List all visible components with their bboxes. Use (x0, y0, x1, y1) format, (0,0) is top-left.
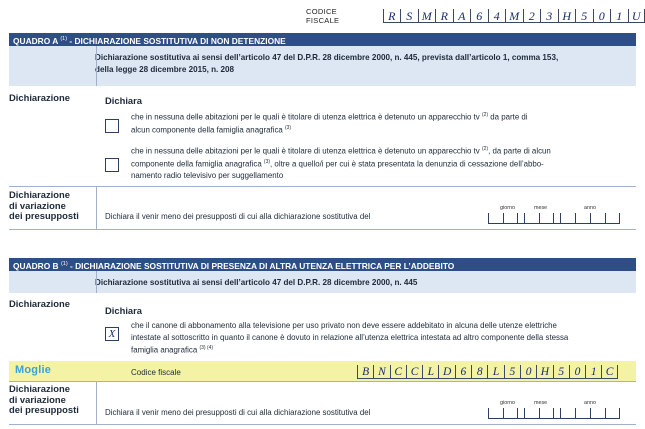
divider (9, 229, 636, 230)
quadro-b-title: QUADRO B (13, 260, 59, 271)
divider (9, 186, 636, 187)
cf-char-box[interactable]: S (400, 9, 418, 23)
note: (3) (4) (199, 345, 214, 352)
cf-char-box[interactable]: 6 (455, 365, 471, 379)
divider (9, 381, 636, 382)
option2-a-line3: namento radio televisivo per suggellamento (131, 171, 284, 181)
cf-char-box[interactable]: L (487, 365, 503, 379)
option1-a-line1b: da parte di (488, 112, 528, 122)
divider (96, 381, 97, 424)
option1-a-line2: alcun componente della famiglia anagrafica (131, 125, 283, 135)
divider (96, 46, 97, 86)
date-cell[interactable] (590, 213, 605, 224)
note: (2) (481, 112, 489, 118)
cf-char-box[interactable]: R (383, 9, 401, 23)
cf-char-box[interactable]: 5 (504, 365, 520, 379)
date-cell[interactable] (488, 408, 503, 419)
date-cell[interactable] (488, 213, 503, 224)
label-dichiarazione-a: Dichiarazione (9, 92, 70, 103)
date-mese-label: mese (534, 205, 548, 211)
cf-char-box[interactable]: 0 (593, 9, 611, 23)
quadro-b-header (9, 258, 636, 271)
checkbox-option1-a[interactable] (105, 119, 119, 133)
quadro-b-note: (1) (60, 261, 68, 267)
cf-boxes[interactable] (357, 365, 618, 379)
quadro-a-header (9, 33, 636, 46)
quadro-a-intro (95, 52, 558, 75)
cf-char-box[interactable]: 8 (471, 365, 487, 379)
quadro-a-intro-line2: della legge 28 dicembre 2015, n. 208 (95, 64, 235, 74)
cf-char-box[interactable]: C (390, 365, 406, 379)
date-cell[interactable] (605, 213, 620, 224)
annotation-moglie: Moglie (15, 364, 52, 376)
note: (3) (284, 125, 292, 132)
option1-a-line1: che in nessuna delle abitazioni per le quali è titolare di utenza elettrica è detenuto un apparecchio tv (131, 112, 480, 122)
divider (96, 186, 97, 229)
date-anno-label: anno (584, 205, 596, 211)
date-cell[interactable] (503, 408, 518, 419)
header-codice-fiscale (306, 7, 645, 25)
date-cell[interactable] (539, 213, 554, 224)
cf-char-box[interactable]: U (628, 9, 645, 23)
cf-char-box[interactable]: N (373, 365, 389, 379)
date-mese-label: mese (534, 400, 548, 406)
cf-char-box[interactable]: 6 (470, 9, 488, 23)
date-cells[interactable] (488, 408, 620, 419)
dichiara-b: Dichiara (105, 305, 142, 316)
cf-char-box[interactable]: 5 (575, 9, 593, 23)
date-cell[interactable] (560, 213, 575, 224)
date-cell[interactable] (503, 213, 518, 224)
cf-char-box[interactable]: C (601, 365, 617, 379)
date-giorno-label: giorno (500, 400, 515, 406)
cf-char-box[interactable]: 0 (520, 365, 536, 379)
cf-char-box[interactable]: H (558, 9, 576, 23)
date-anno-label: anno (584, 400, 596, 406)
cf-char-box[interactable]: D (438, 365, 454, 379)
date-cell[interactable] (575, 408, 590, 419)
option-b-text (131, 320, 568, 356)
cf-char-box[interactable]: 3 (540, 9, 558, 23)
label-variazione-b (9, 384, 96, 416)
label-dichiarazione-b: Dichiarazione (9, 298, 70, 309)
date-cells[interactable] (488, 213, 620, 224)
label-line: Dichiarazione (9, 189, 70, 200)
codice-fiscale-field-b[interactable] (357, 365, 618, 379)
cf-char-box[interactable]: 5 (553, 365, 569, 379)
cf-char-box[interactable]: R (435, 9, 453, 23)
checkbox-option2-a[interactable] (105, 158, 119, 172)
variazione-a-text: Dichiara il venir meno dei presupposti di cui alla dichiarazione sostitutiva del (105, 212, 371, 221)
cf-char-box[interactable]: 2 (523, 9, 541, 23)
option2-a-line2b: , oltre a quello/i per cui è stata presentata la denunzia di cessazione dell’abbo- (270, 159, 544, 169)
option-b-line2: intestate al sottoscritto in quanto il canone è dovuto in relazione all’utenza elettrica intestata ad altro componente della stessa (131, 332, 569, 342)
quadro-a-title-rest: - DICHIARAZIONE SOSTITUTIVA DI NON DETENZIONE (67, 35, 286, 46)
option2-a-text (131, 144, 551, 182)
option-b-line3: famiglia anagrafica (131, 345, 198, 355)
date-cell[interactable] (575, 213, 590, 224)
quadro-b-title-rest: - DICHIARAZIONE SOSTITUTIVA DI PRESENZA DI ALTRA UTENZA ELETTRICA PER L’ADDEBITO (67, 260, 455, 271)
note: (2) (481, 146, 489, 152)
cf-char-box[interactable]: M (418, 9, 436, 23)
dichiara-a: Dichiara (105, 95, 142, 106)
label-line: Dichiarazione (9, 383, 70, 394)
label-line: di variazione (9, 199, 66, 211)
cf-char-box[interactable]: 0 (569, 365, 585, 379)
cf-char-box[interactable]: 1 (610, 9, 628, 23)
date-cell[interactable] (605, 408, 620, 419)
checkbox-option-b[interactable]: X (105, 327, 119, 341)
date-cell[interactable] (539, 408, 554, 419)
date-cell[interactable] (524, 213, 539, 224)
quadro-a-intro-line1: Dichiarazione sostitutiva ai sensi dell’articolo 47 del D.P.R. 28 dicembre 2000, n. 445, prevista dall’articolo 1, comma 153, (95, 53, 559, 62)
quadro-a-note: (1) (60, 36, 68, 42)
cf-char-box[interactable]: L (422, 365, 438, 379)
option1-a-text (131, 110, 528, 136)
option2-a-line2: componente della famiglia anagrafica (131, 159, 262, 169)
divider (9, 424, 636, 425)
quadro-a-title: QUADRO A (13, 35, 58, 46)
label-line: dei presupposti (9, 404, 79, 415)
variazione-b-text: Dichiara il venir meno dei presupposti di cui alla dichiarazione sostitutiva del (105, 408, 371, 417)
date-cell[interactable] (560, 408, 575, 419)
cf-char-box[interactable]: B (357, 365, 373, 379)
date-field-b[interactable] (488, 400, 623, 419)
label-line: dei presupposti (9, 210, 79, 221)
label-line: di variazione (9, 393, 66, 405)
cf-char-box[interactable]: M (505, 9, 523, 23)
divider (96, 271, 97, 293)
codice-fiscale-label: CODICE FISCALE (306, 7, 340, 25)
cf-char-box[interactable]: 1 (585, 365, 601, 379)
option2-a-line1: che in nessuna delle abitazioni per le quali è titolare di utenza elettrica è detenuto un apparecchio tv (131, 146, 480, 156)
date-field-a[interactable] (488, 205, 623, 224)
option-b-line1: che il canone di abbonamento alla televisione per uso privato non deve essere addebitato in alcuna delle utenze elettriche (131, 321, 557, 330)
note: (3) (263, 159, 271, 166)
date-cell[interactable] (524, 408, 539, 419)
cf-char-box[interactable]: A (453, 9, 471, 23)
date-giorno-label: giorno (500, 205, 515, 211)
codice-fiscale-label-b: Codice fiscale (131, 368, 181, 377)
cf-char-box[interactable]: 4 (488, 9, 506, 23)
option2-a-line1b: , da parte di alcun (488, 146, 551, 156)
label-variazione-a (9, 190, 96, 222)
cf-char-box[interactable]: C (406, 365, 422, 379)
date-cell[interactable] (590, 408, 605, 419)
codice-fiscale-field[interactable] (383, 9, 645, 23)
quadro-b-intro: Dichiarazione sostitutiva ai sensi dell’articolo 47 del D.P.R. 28 dicembre 2000, n. 445 (95, 278, 418, 287)
cf-char-box[interactable]: H (536, 365, 552, 379)
